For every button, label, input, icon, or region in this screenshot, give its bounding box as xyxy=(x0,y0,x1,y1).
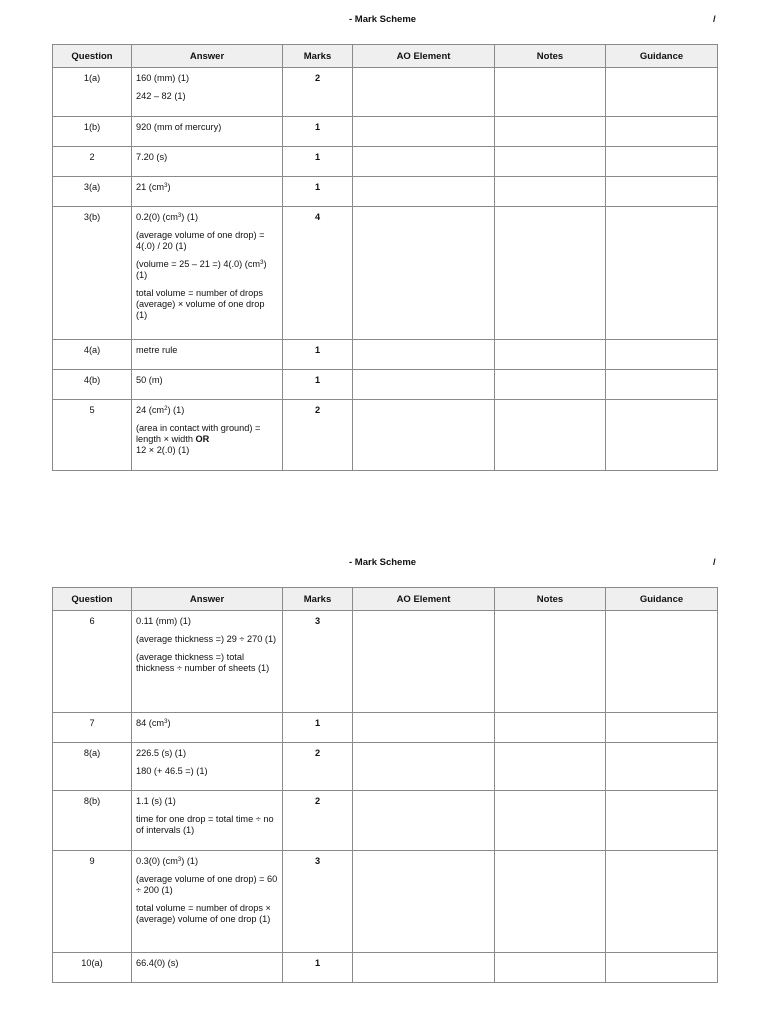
question-number: 2 xyxy=(53,147,132,177)
answer-cell xyxy=(132,68,283,117)
ao-element-cell xyxy=(353,611,495,713)
page-header xyxy=(0,14,768,28)
column-header-marks: Marks xyxy=(283,45,353,68)
question-number: 9 xyxy=(53,851,132,953)
answer-line: 84 $(cm^3)$ xyxy=(136,718,171,728)
column-header-question: Question xyxy=(53,45,132,68)
answer-cell xyxy=(132,117,283,147)
column-header-answer: Answer xyxy=(132,588,283,611)
answer-cell xyxy=(132,147,283,177)
guidance-cell xyxy=(606,953,718,983)
answer-line: (volume = 25 – 21 =) 4(.0) $(cm^3)$ (1) xyxy=(136,259,267,280)
marks-value: 1 xyxy=(283,953,353,983)
page-title: - Mark Scheme xyxy=(349,14,417,25)
answer-line: 66.4(0) (s) xyxy=(136,958,179,968)
question-number: 8(b) xyxy=(53,791,132,851)
answer-line: total volume = number of drops × (average) volume of one drop (1) xyxy=(136,903,271,924)
notes-cell xyxy=(495,400,606,471)
answer-cell xyxy=(132,370,283,400)
question-number: 5 xyxy=(53,400,132,471)
notes-cell xyxy=(495,791,606,851)
table-header-row xyxy=(53,45,718,68)
marks-value: 2 xyxy=(283,400,353,471)
column-header-marks: Marks xyxy=(283,588,353,611)
guidance-cell xyxy=(606,207,718,340)
table-row xyxy=(53,851,718,953)
page-title: - Mark Scheme xyxy=(349,557,417,568)
notes-cell xyxy=(495,340,606,370)
marks-value: 1 xyxy=(283,340,353,370)
answer-line: metre rule xyxy=(136,345,178,355)
notes-cell xyxy=(495,611,606,713)
answer-cell xyxy=(132,743,283,791)
notes-cell xyxy=(495,713,606,743)
question-number: 1(b) xyxy=(53,117,132,147)
guidance-cell xyxy=(606,370,718,400)
answer-line: total volume = number of drops (average) × volume of one drop (1) xyxy=(136,288,265,320)
notes-cell xyxy=(495,370,606,400)
table-row xyxy=(53,207,718,340)
answer-line: 1.1 (s) (1) xyxy=(136,796,176,806)
answer-line: 24 $(cm^2)$ (1) xyxy=(136,405,185,415)
marks-value: 2 xyxy=(283,743,353,791)
question-number: 4(b) xyxy=(53,370,132,400)
table-row xyxy=(53,791,718,851)
answer-line: 160 (mm) (1) xyxy=(136,73,190,83)
answer-line: (average volume of one drop) = 60 ÷ 200 (1) xyxy=(136,874,278,895)
answer-cell xyxy=(132,177,283,207)
answer-cell xyxy=(132,713,283,743)
ao-element-cell xyxy=(353,207,495,340)
page-header-slash: / xyxy=(713,14,716,25)
mark-scheme-table xyxy=(52,44,718,471)
page-header xyxy=(0,557,768,571)
marks-value: 3 xyxy=(283,851,353,953)
answer-line: 50 (m) xyxy=(136,375,163,385)
answer-line: 0.11 (mm) (1) xyxy=(136,616,191,626)
answer-line: 0.2(0) $(cm^3)$ (1) xyxy=(136,212,199,222)
notes-cell xyxy=(495,117,606,147)
ao-element-cell xyxy=(353,177,495,207)
notes-cell xyxy=(495,743,606,791)
guidance-cell xyxy=(606,791,718,851)
notes-cell xyxy=(495,851,606,953)
answer-line: (average thickness =) total thickness ÷ number of sheets (1) xyxy=(136,652,270,673)
answer-cell xyxy=(132,953,283,983)
guidance-cell xyxy=(606,743,718,791)
column-header-answer: Answer xyxy=(132,45,283,68)
column-header-question: Question xyxy=(53,588,132,611)
guidance-cell xyxy=(606,117,718,147)
question-number: 7 xyxy=(53,713,132,743)
marks-value: 1 xyxy=(283,117,353,147)
column-header-notes: Notes xyxy=(495,45,606,68)
table-row xyxy=(53,147,718,177)
answer-cell xyxy=(132,340,283,370)
answer-cell xyxy=(132,611,283,713)
marks-value: 1 xyxy=(283,177,353,207)
answer-cell xyxy=(132,851,283,953)
ao-element-cell xyxy=(353,340,495,370)
ao-element-cell xyxy=(353,117,495,147)
answer-line: 21 $(cm^3)$ xyxy=(136,182,171,192)
table-header-row xyxy=(53,588,718,611)
answer-line: (area in contact with ground) = length × width OR 12 × 2(.0) (1) xyxy=(136,423,261,455)
notes-cell xyxy=(495,177,606,207)
guidance-cell xyxy=(606,713,718,743)
table-row xyxy=(53,953,718,983)
table-row xyxy=(53,713,718,743)
answer-cell xyxy=(132,207,283,340)
guidance-cell xyxy=(606,851,718,953)
answer-line: 7.20 (s) xyxy=(136,152,168,162)
guidance-cell xyxy=(606,68,718,117)
table-row xyxy=(53,743,718,791)
ao-element-cell xyxy=(353,791,495,851)
question-number: 4(a) xyxy=(53,340,132,370)
answer-line: time for one drop = total time ÷ no of intervals (1) xyxy=(136,814,274,835)
table-row xyxy=(53,370,718,400)
answer-line: (average thickness =) 29 ÷ 270 (1) xyxy=(136,634,277,644)
column-header-ao-element: AO Element xyxy=(353,588,495,611)
table-row xyxy=(53,400,718,471)
table-row xyxy=(53,611,718,713)
ao-element-cell xyxy=(353,743,495,791)
ao-element-cell xyxy=(353,400,495,471)
column-header-notes: Notes xyxy=(495,588,606,611)
notes-cell xyxy=(495,207,606,340)
marks-value: 1 xyxy=(283,713,353,743)
marks-value: 2 xyxy=(283,68,353,117)
answer-line: 242 – 82 (1) xyxy=(136,91,186,101)
column-header-guidance: Guidance xyxy=(606,588,718,611)
question-number: 8(a) xyxy=(53,743,132,791)
table-row xyxy=(53,340,718,370)
answer-line: 226.5 (s) (1) xyxy=(136,748,187,758)
notes-cell xyxy=(495,953,606,983)
marks-value: 1 xyxy=(283,370,353,400)
column-header-ao-element: AO Element xyxy=(353,45,495,68)
guidance-cell xyxy=(606,147,718,177)
notes-cell xyxy=(495,147,606,177)
marks-value: 3 xyxy=(283,611,353,713)
question-number: 10(a) xyxy=(53,953,132,983)
table-row xyxy=(53,117,718,147)
answer-cell xyxy=(132,400,283,471)
ao-element-cell xyxy=(353,68,495,117)
answer-line: 920 (mm of mercury) xyxy=(136,122,222,132)
ao-element-cell xyxy=(353,713,495,743)
question-number: 3(a) xyxy=(53,177,132,207)
column-header-guidance: Guidance xyxy=(606,45,718,68)
ao-element-cell xyxy=(353,370,495,400)
guidance-cell xyxy=(606,611,718,713)
ao-element-cell xyxy=(353,851,495,953)
answer-line: 0.3(0) $(cm^3)$ (1) xyxy=(136,856,199,866)
page-header-slash: / xyxy=(713,557,716,568)
question-number: 3(b) xyxy=(53,207,132,340)
marks-value: 4 xyxy=(283,207,353,340)
marks-value: 2 xyxy=(283,791,353,851)
ao-element-cell xyxy=(353,953,495,983)
notes-cell xyxy=(495,68,606,117)
question-number: 6 xyxy=(53,611,132,713)
marks-value: 1 xyxy=(283,147,353,177)
answer-line: (average volume of one drop) = 4(.0) / 20 (1) xyxy=(136,230,265,251)
answer-cell xyxy=(132,791,283,851)
question-number: 1(a) xyxy=(53,68,132,117)
table-row xyxy=(53,177,718,207)
guidance-cell xyxy=(606,340,718,370)
mark-scheme-table xyxy=(52,587,718,983)
table-row xyxy=(53,68,718,117)
guidance-cell xyxy=(606,400,718,471)
guidance-cell xyxy=(606,177,718,207)
ao-element-cell xyxy=(353,147,495,177)
answer-line: 180 (+ 46.5 =) (1) xyxy=(136,766,208,776)
